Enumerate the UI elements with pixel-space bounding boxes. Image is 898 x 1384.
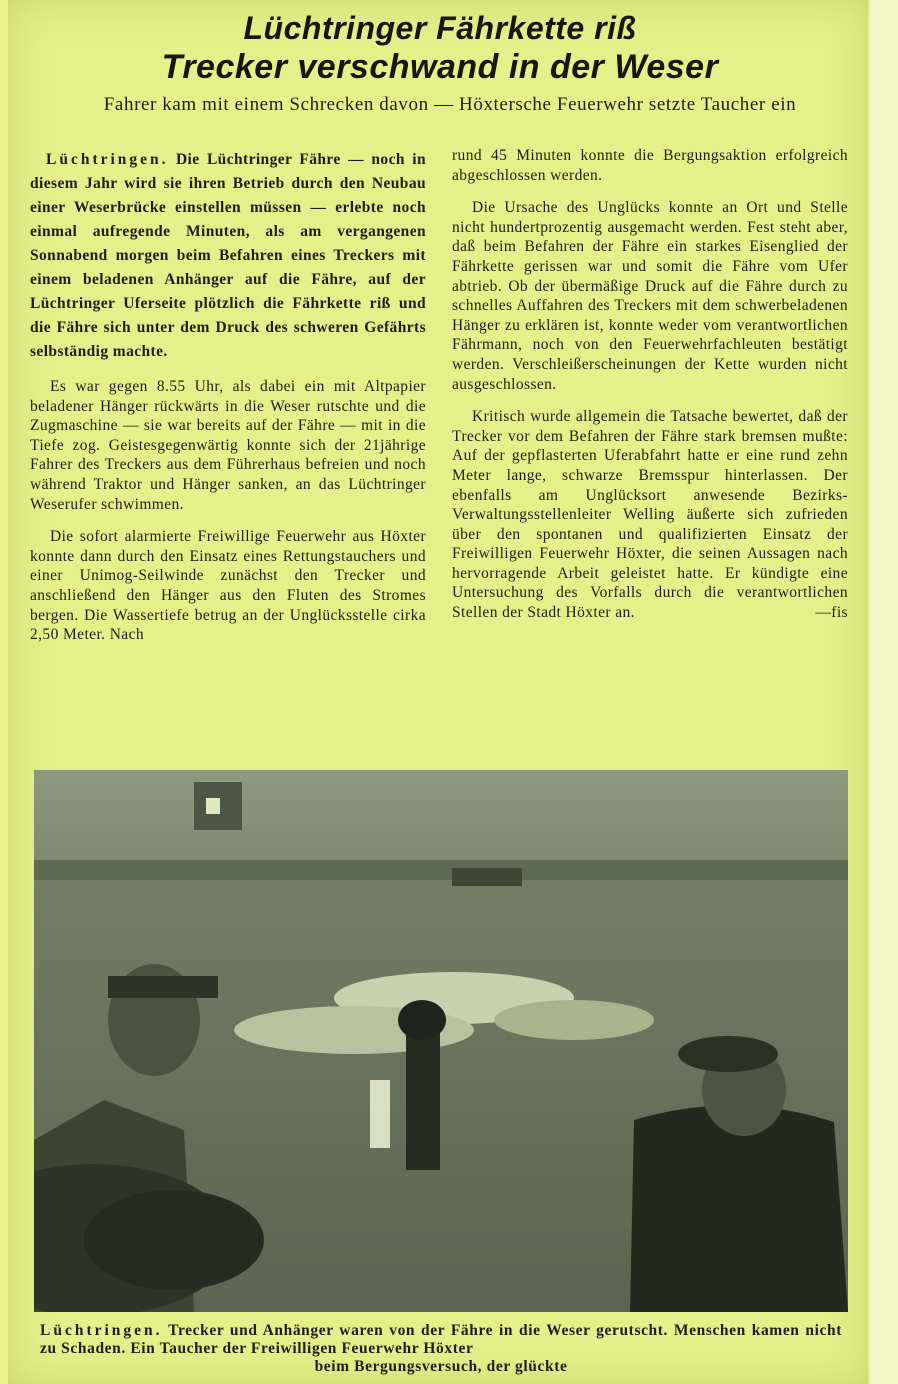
author-signature: —fis xyxy=(815,604,848,622)
paragraph-3: Die sofort alarmierte Freiwillige Feuerwehr aus Höxter konnte dann durch den Einsatz eines Rettungstauchers und einer Unimog-Seilwinde zunächst den Trecker und anschließend den Hänger aus den Fluten des Stromes bergen. Die Wassertiefe betrug an der Unglücksstelle cirka 2,50 Meter. Nach xyxy=(30,528,426,644)
paragraph-5-text: Kritisch wurde allgemein die Tatsache bewertet, daß der Trecker vor dem Befahren der Fähre stark bremsen mußte: Auf der gepflasterten Uferabfahrt hatte er eine rund zehn Meter lange, schwarze Bremsspur hinterlassen. Der ebenfalls am Unglücksort anwesende Bezirks-Verwaltungsstellenleiter Welling äußerte sich zufrieden über den spontanen und qualifizierten Einsatz der Freiwilligen Feuerwehr Höxter, die seinen Aussagen nach hervorragende Arbeit geleistet hatte. Er kündigte eine Untersuchung des Vorfalls durch die verantwortlichen Stellen der Stadt Höxter an. xyxy=(452,408,848,622)
photo-caption xyxy=(40,1322,842,1376)
headline-line-1: Lüchtringer Fährkette riß xyxy=(243,10,637,46)
subheadline: Fahrer kam mit einem Schrecken davon — Höxtersche Feuerwehr setzte Taucher ein xyxy=(103,94,797,115)
article-column-right xyxy=(452,146,848,636)
paragraph-5 xyxy=(452,407,848,623)
paragraph-3-continued: rund 45 Minuten konnte die Bergungsaktion erfolgreich abgeschlossen werden. xyxy=(452,147,848,184)
paragraph-2: Es war gegen 8.55 Uhr, als dabei ein mit Altpapier beladener Hänger rückwärts in die Weser rutschte und die Zugmaschine — sie war bereits auf der Fähre — mit in die Tiefe zog. Geistesgegenwärtig konnte sich der 21jährige Fahrer des Treckers aus dem Führerhaus befreien und noch während Traktor und Hänger sanken, an das Lüchtringer Weserufer schwimmen. xyxy=(30,378,426,513)
news-photo xyxy=(34,770,848,1312)
caption-dateline: Lüchtringen. xyxy=(40,1322,163,1339)
caption-last-line: beim Bergungsversuch, der glückte xyxy=(314,1358,568,1375)
photo-illustration xyxy=(34,770,848,1312)
lead-paragraph xyxy=(30,148,426,364)
article-column-left xyxy=(30,148,426,658)
adjacent-page-edge xyxy=(870,0,898,1384)
headline-line-2: Trecker verschwand in der Weser xyxy=(161,48,719,86)
caption-text: Trecker und Anhänger waren von der Fähre in die Weser gerutscht. Menschen kamen nicht zu Schaden. Ein Taucher der Freiwilligen Feuerwehr Höxter xyxy=(40,1322,842,1357)
paragraph-4: Die Ursache des Unglücks konnte an Ort und Stelle nicht hundertprozentig ausgemacht werden. Fest steht aber, daß beim Befahren der Fähre ein starkes Eisenglied der Fährkette gerissen war und somit die Fähre vom Ufer abtrieb. Ob der übermäßige Druck auf die Fähre durch zu schnelles Auffahren des Treckers mit dem schwerbeladenen Hänger zu erklären ist, konnte weder vom verantwortlichen Fährmann, noch von den Feuerwehrfachleuten bestätigt werden. Verschleißerscheinungen der Kette wurden nicht ausgeschlossen. xyxy=(452,199,848,393)
dateline: Lüchtringen. xyxy=(46,151,169,168)
lead-text: Die Lüchtringer Fähre — noch in diesem Jahr wird sie ihren Betrieb durch den Neubau einer Weserbrücke einstellen müssen — erlebte noch einmal aufregende Minuten, als am vergangenen Sonnabend morgen beim Befahren eines Treckers mit einem beladenen Anhänger auf die Fähre, auf der Lüchtringer Uferseite plötzlich die Fährkette riß und die Fähre sich unter dem Druck des schweren Gefährts selbständig machte. xyxy=(30,151,426,360)
